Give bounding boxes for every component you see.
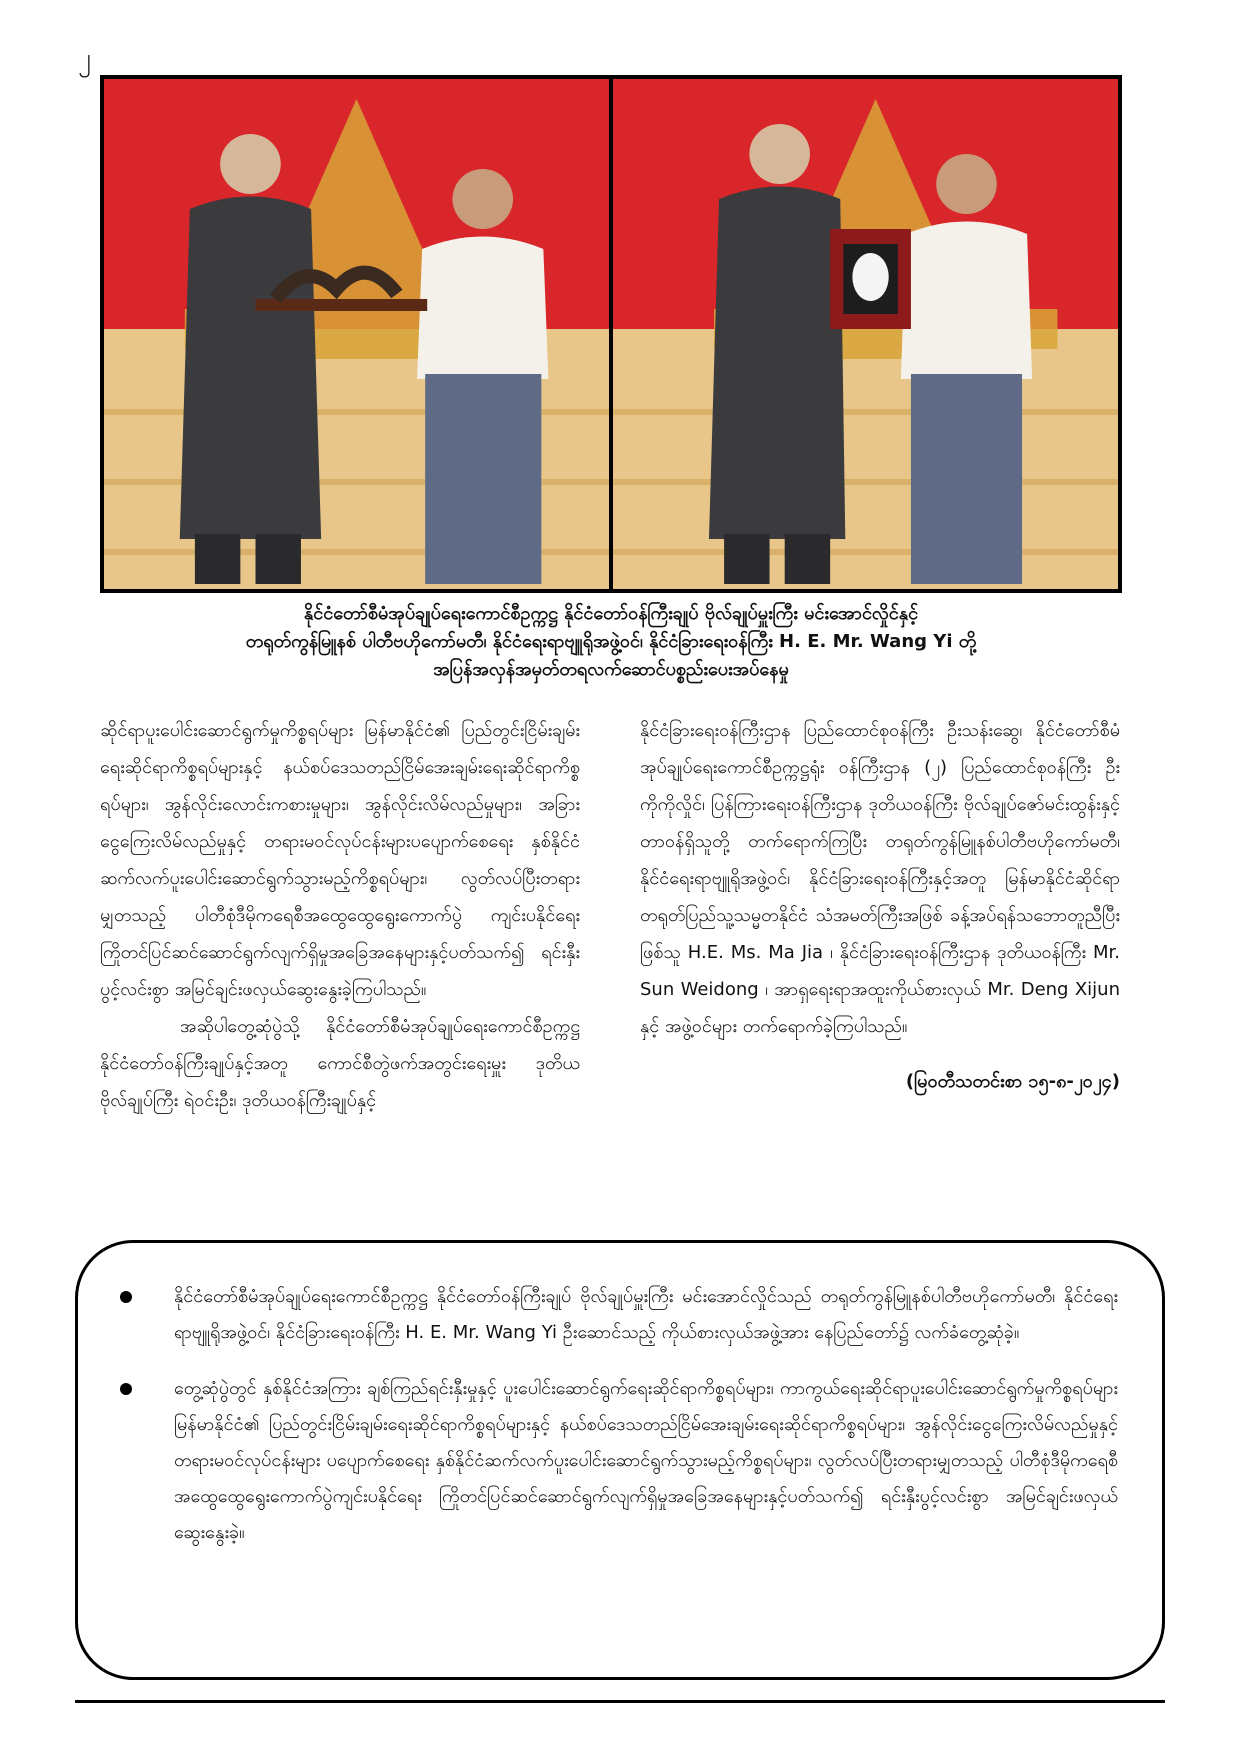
key-points-list (112, 1279, 1118, 1551)
article-column-right (640, 712, 1120, 1100)
photo-gift-exchange-2 (613, 79, 1118, 589)
key-point-text: တွေ့ဆုံပွဲတွင် နှစ်နိုင်ငံအကြား ချစ်ကြည်ရင်းနှီးမှုနှင့် ပူးပေါင်းဆောင်ရွက်ရေးဆိုင်ရာကိစ္စရပ်များ၊ ကာကွယ်ရေးဆိုင်ရာပူးပေါင်းဆောင်ရွက်မှုကိစ္စရပ်များ မြန်မာနိုင်ငံ၏ ပြည်တွင်းငြိမ်းချမ်းရေးဆိုင်ရာကိစ္စရပ်များနှင့် နယ်စပ်ဒေသတည်ငြိမ်အေးချမ်းရေးဆိုင်ရာကိစ္စရပ်များ၊ အွန်လိုင်းငွေကြေးလိမ်လည်မှုနှင့် တရားမဝင်လုပ်ငန်းများ ပပျောက်စေရေး နှစ်နိုင်ငံဆက်လက်ပူးပေါင်းဆောင်ရွက်သွားမည့်ကိစ္စရပ်များ၊ လွတ်လပ်ပြီးတရားမျှတသည့် ပါတီစုံဒီမိုကရေစီအထွေထွေရွေးကောက်ပွဲကျင်းပနိုင်ရေး ကြိုတင်ပြင်ဆင်ဆောင်ရွက်လျက်ရှိမှုအခြေအနေများနှင့်ပတ်သက်၍ ရင်းနှီးပွင့်လင်းစွာ အမြင်ချင်းဖလှယ်ဆွေးနွေးခဲ့။ (174, 1378, 1118, 1543)
photo-illustration (104, 79, 609, 589)
photo-illustration (613, 79, 1118, 589)
key-point-item (112, 1371, 1118, 1551)
caption-line-1: နိုင်ငံတော်စီမံအုပ်ချုပ်ရေးကောင်စီဥက္ကဋ္ဌ နိုင်ငံတော်ဝန်ကြီးချုပ် ဗိုလ်ချုပ်မှူးကြီး မင်းအောင်လှိုင်နှင့် (303, 603, 919, 624)
page-number: ၂ (78, 43, 91, 73)
article-column-left (100, 712, 580, 1119)
key-point-text: နိုင်ငံတော်စီမံအုပ်ချုပ်ရေးကောင်စီဥက္ကဋ္ဌ နိုင်ငံတော်ဝန်ကြီးချုပ် ဗိုလ်ချုပ်မှူးကြီး မင်းအောင်လှိုင်သည် တရုတ်ကွန်မြူနစ်ပါတီဗဟိုကော်မတီ၊ နိုင်ငံရေးရာဗျူရိုအဖွဲ့ဝင်၊ နိုင်ငံခြားရေးဝန်ကြီး H. E. Mr. Wang Yi ဦးဆောင်သည့် ကိုယ်စားလှယ်အဖွဲ့အား နေပြည်တော်၌ လက်ခံတွေ့ဆုံခဲ့။ (174, 1286, 1118, 1343)
caption-line-2: တရုတ်ကွန်မြူနစ် ပါတီဗဟိုကော်မတီ၊ နိုင်ငံရေးရာဗျူရိုအဖွဲ့ဝင်၊ နိုင်ငံခြားရေးဝန်ကြီး H. E. Mr. Wang Yi တို့ (245, 631, 977, 652)
article-paragraph: အဆိုပါတွေ့ဆုံပွဲသို့ နိုင်ငံတော်စီမံအုပ်ချုပ်ရေးကောင်စီဥက္ကဋ္ဌ နိုင်ငံတော်ဝန်ကြီးချုပ်နှင့်အတူ ကောင်စီတွဲဖက်အတွင်းရေးမှူး ဒုတိယဗိုလ်ချုပ်ကြီး ရဲဝင်းဦး၊ ဒုတိယဝန်ကြီးချုပ်နှင့် (100, 1016, 580, 1111)
photo-gift-exchange-1 (104, 79, 613, 589)
article-paragraph: ဆိုင်ရာပူးပေါင်းဆောင်ရွက်မှုကိစ္စရပ်များ မြန်မာနိုင်ငံ၏ ပြည်တွင်းငြိမ်းချမ်းရေးဆိုင်ရာကိစ္စရပ်များနှင့် နယ်စပ်ဒေသတည်ငြိမ်အေးချမ်းရေးဆိုင်ရာကိစ္စရပ်များ၊ အွန်လိုင်းလောင်းကစားမှုများ၊ အွန်လိုင်းလိမ်လည်မှုများ၊ အခြားငွေကြေးလိမ်လည်မှုနှင့် တရားမဝင်လုပ်ငန်းများပပျောက်စေရေး နှစ်နိုင်ငံဆက်လက်ပူးပေါင်းဆောင်ရွက်သွားမည့်ကိစ္စရပ်များ၊ လွတ်လပ်ပြီးတရားမျှတသည့် ပါတီစုံဒီမိုကရေစီအထွေထွေရွေးကောက်ပွဲ ကျင်းပနိုင်ရေး ကြိုတင်ပြင်ဆင်ဆောင်ရွက်လျက်ရှိမှုအခြေအနေများနှင့်ပတ်သက်၍ ရင်းနှီးပွင့်လင်းစွာ အမြင်ချင်းဖလှယ်ဆွေးနွေးခဲ့ကြပါသည်။ (100, 720, 580, 1000)
bullet-icon (120, 1291, 132, 1303)
article-paragraph: နိုင်ငံခြားရေးဝန်ကြီးဌာန ပြည်ထောင်စုဝန်ကြီး ဦးသန်းဆွေ၊ နိုင်ငံတော်စီမံအုပ်ချုပ်ရေးကောင်စီဥက္ကဋ္ဌရုံး ဝန်ကြီးဌာန (၂) ပြည်ထောင်စုဝန်ကြီး ဦးကိုကိုလှိုင်၊ ပြန်ကြားရေးဝန်ကြီးဌာန ဒုတိယဝန်ကြီး ဗိုလ်ချုပ်ဇော်မင်းထွန်းနှင့် တာဝန်ရှိသူတို့ တက်ရောက်ကြပြီး တရုတ်ကွန်မြူနစ်ပါတီဗဟိုကော်မတီ၊ နိုင်ငံရေးရာဗျူရိုအဖွဲ့ဝင်၊ နိုင်ငံခြားရေးဝန်ကြီးနှင့်အတူ မြန်မာနိုင်ငံဆိုင်ရာ တရုတ်ပြည်သူ့သမ္မတနိုင်ငံ သံအမတ်ကြီးအဖြစ် ခန့်အပ်ရန်သဘောတူညီပြီးဖြစ်သူ H.E. Ms. Ma Jia ၊ နိုင်ငံခြားရေးဝန်ကြီးဌာန ဒုတိယဝန်ကြီး Mr. Sun Weidong ၊ အာရှရေးရာအထူးကိုယ်စားလှယ် Mr. Deng Xijun နှင့် အဖွဲ့ဝင်များ တက်ရောက်ခဲ့ကြပါသည်။ (640, 720, 1120, 1037)
photo-caption (100, 600, 1122, 684)
caption-line-3: အပြန်အလှန်အမှတ်တရလက်ဆောင်ပစ္စည်းပေးအပ်နေမှု (433, 659, 789, 680)
footer-divider (75, 1700, 1165, 1703)
photo-pair (100, 75, 1122, 593)
key-points-box (75, 1240, 1165, 1680)
article-source: (မြဝတီသတင်းစာ ၁၅-၈-၂၀၂၄) (905, 1071, 1120, 1092)
bullet-icon (120, 1383, 132, 1395)
key-point-item (112, 1279, 1118, 1351)
